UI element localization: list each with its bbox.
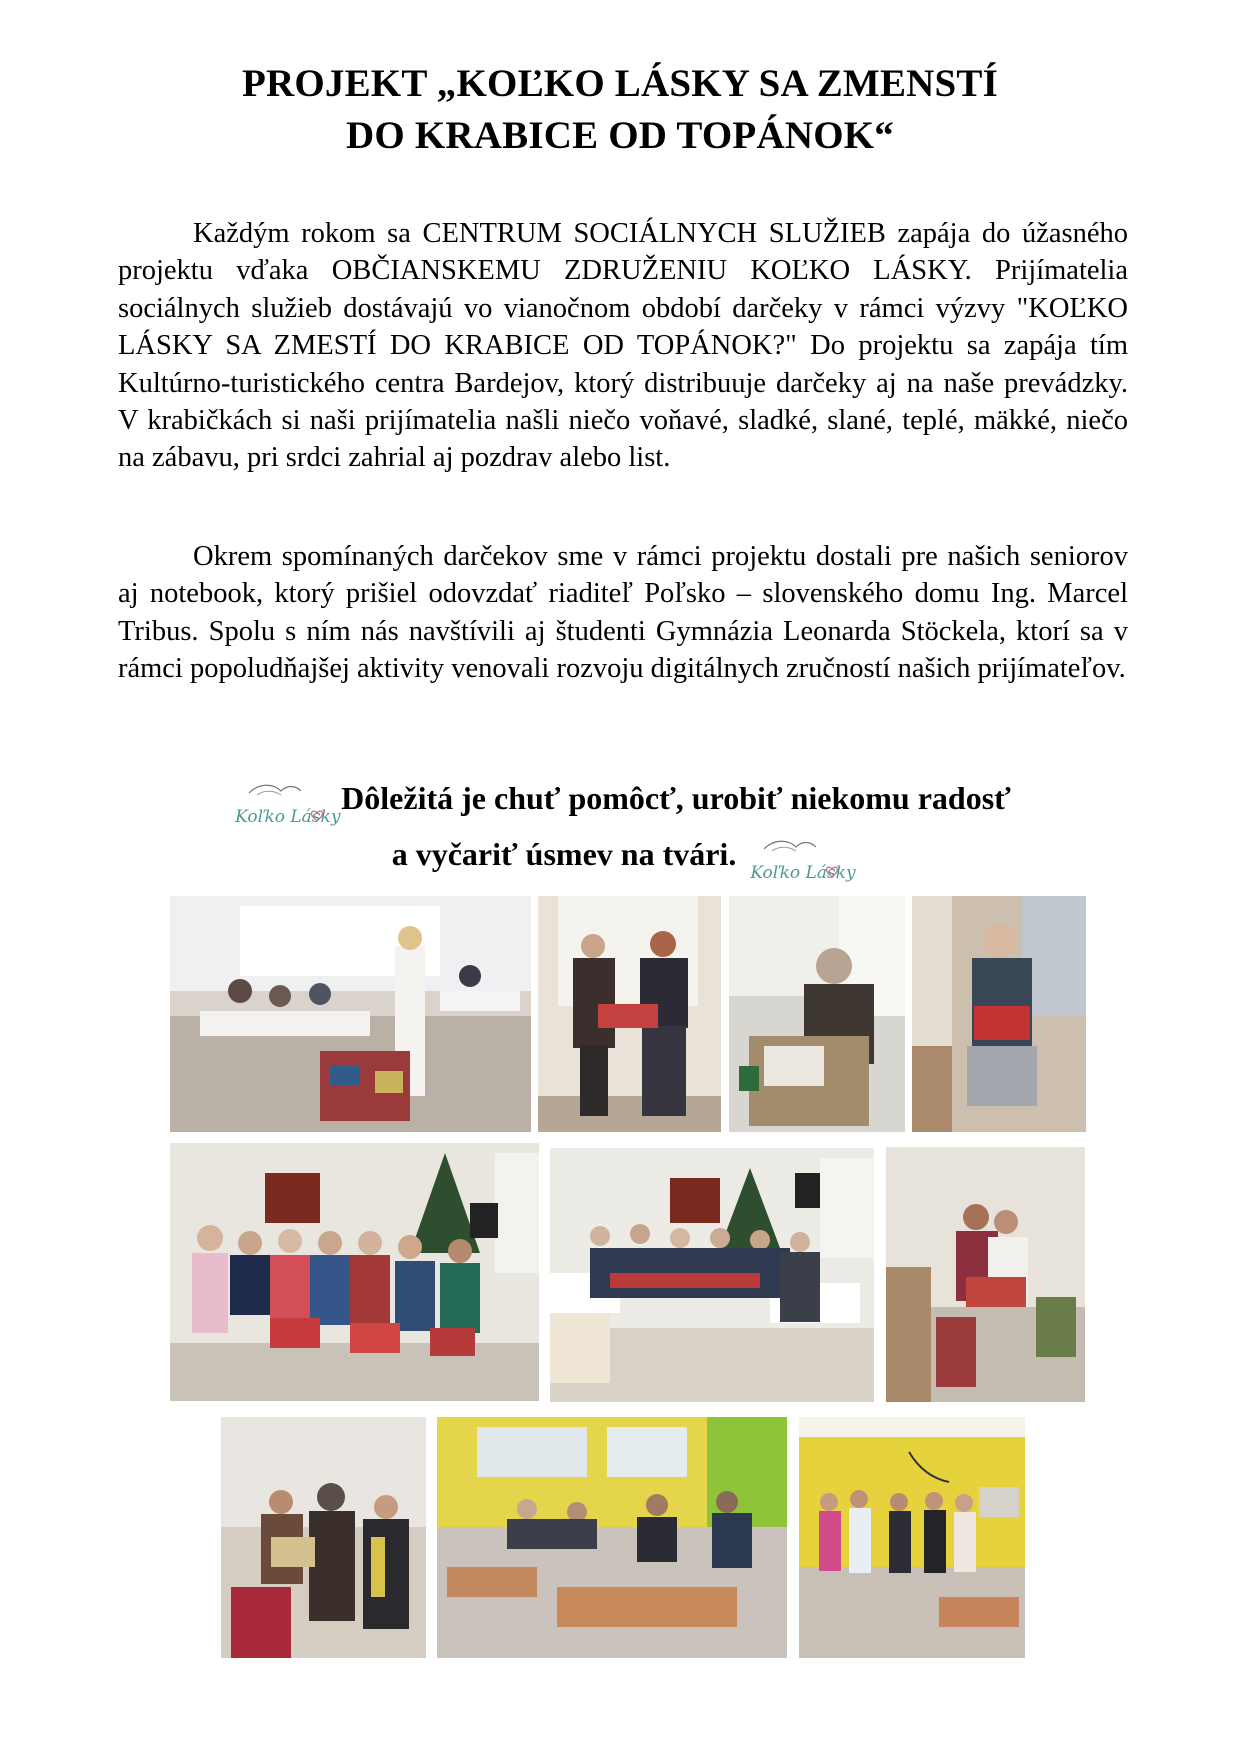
motto-line-1 [0,778,1240,825]
photo-senior-opening-box [729,896,905,1132]
page-title [0,58,1240,162]
photo-senior-woman-gift [912,896,1086,1132]
paragraph-1: Každým rokom sa CENTRUM SOCIÁLNYCH SLUŽIEB zapája do úžasného projektu vďaka OBČIANSKEMU ZDRUŽENIU KOĽKO LÁSKY. Prijímatelia sociálnych služieb dostávajú vo vianočnom období darčeky v rámci výzvy "KOĽKO LÁSKY SA ZMESTÍ DO KRABICE OD TOPÁNOK?" Do projektu sa zapája tím Kultúrno-turistického centra Bardejov, ktorý distribuuje darčeky aj na naše prevádzky. V krabičkách si naši prijímatelia našli niečo voňavé, sladké, slané, teplé, mäkké, niečo na zábavu, pri srdci zahrial aj pozdrav alebo list. [118,218,1128,474]
kolko-lasky-logo-2 [744,835,856,883]
motto-text-1: Dôležitá je chuť pomôcť, urobiť niekomu radosť [341,780,1011,816]
photo-two-women-bedroom [886,1147,1085,1402]
photo-visitors-with-gifts [221,1417,426,1658]
photo-visitors-group-yellow-room [799,1417,1025,1658]
paragraph-2: Okrem spomínaných darčekov sme v rámci projektu dostali pre našich seniorov aj notebook, ktorý prišiel odovzdať riaditeľ Poľsko – slovenského domu Ing. Marcel Tribus. Spolu s ním nás navštívili aj študenti Gymnázia Leonarda Stöckela, ktorí sa v rámci popoludňajšej aktivity venovali rozvoju digitálnych zručností našich prijímateľov. [118,541,1128,685]
photo-students-digital-skills [437,1417,787,1658]
logo-text: Koľko Lásky [235,806,341,827]
photo-group-christmas-tree [170,1143,539,1401]
title-line-2: DO KRABICE OD TOPÁNOK“ [346,114,894,157]
photo-hall-gift-handover [170,896,531,1132]
photo-group-dining-room [550,1148,874,1402]
title-line-1: PROJEKT „KOĽKO LÁSKY SA ZMENSTÍ [241,62,999,105]
photo-senior-couple-gift [538,896,721,1132]
motto-line-2 [0,834,1240,881]
kolko-lasky-logo [229,779,341,827]
logo-text-2: Koľko Lásky [750,862,856,883]
motto-text-2: a vyčariť úsmev na tvári. [391,836,737,872]
